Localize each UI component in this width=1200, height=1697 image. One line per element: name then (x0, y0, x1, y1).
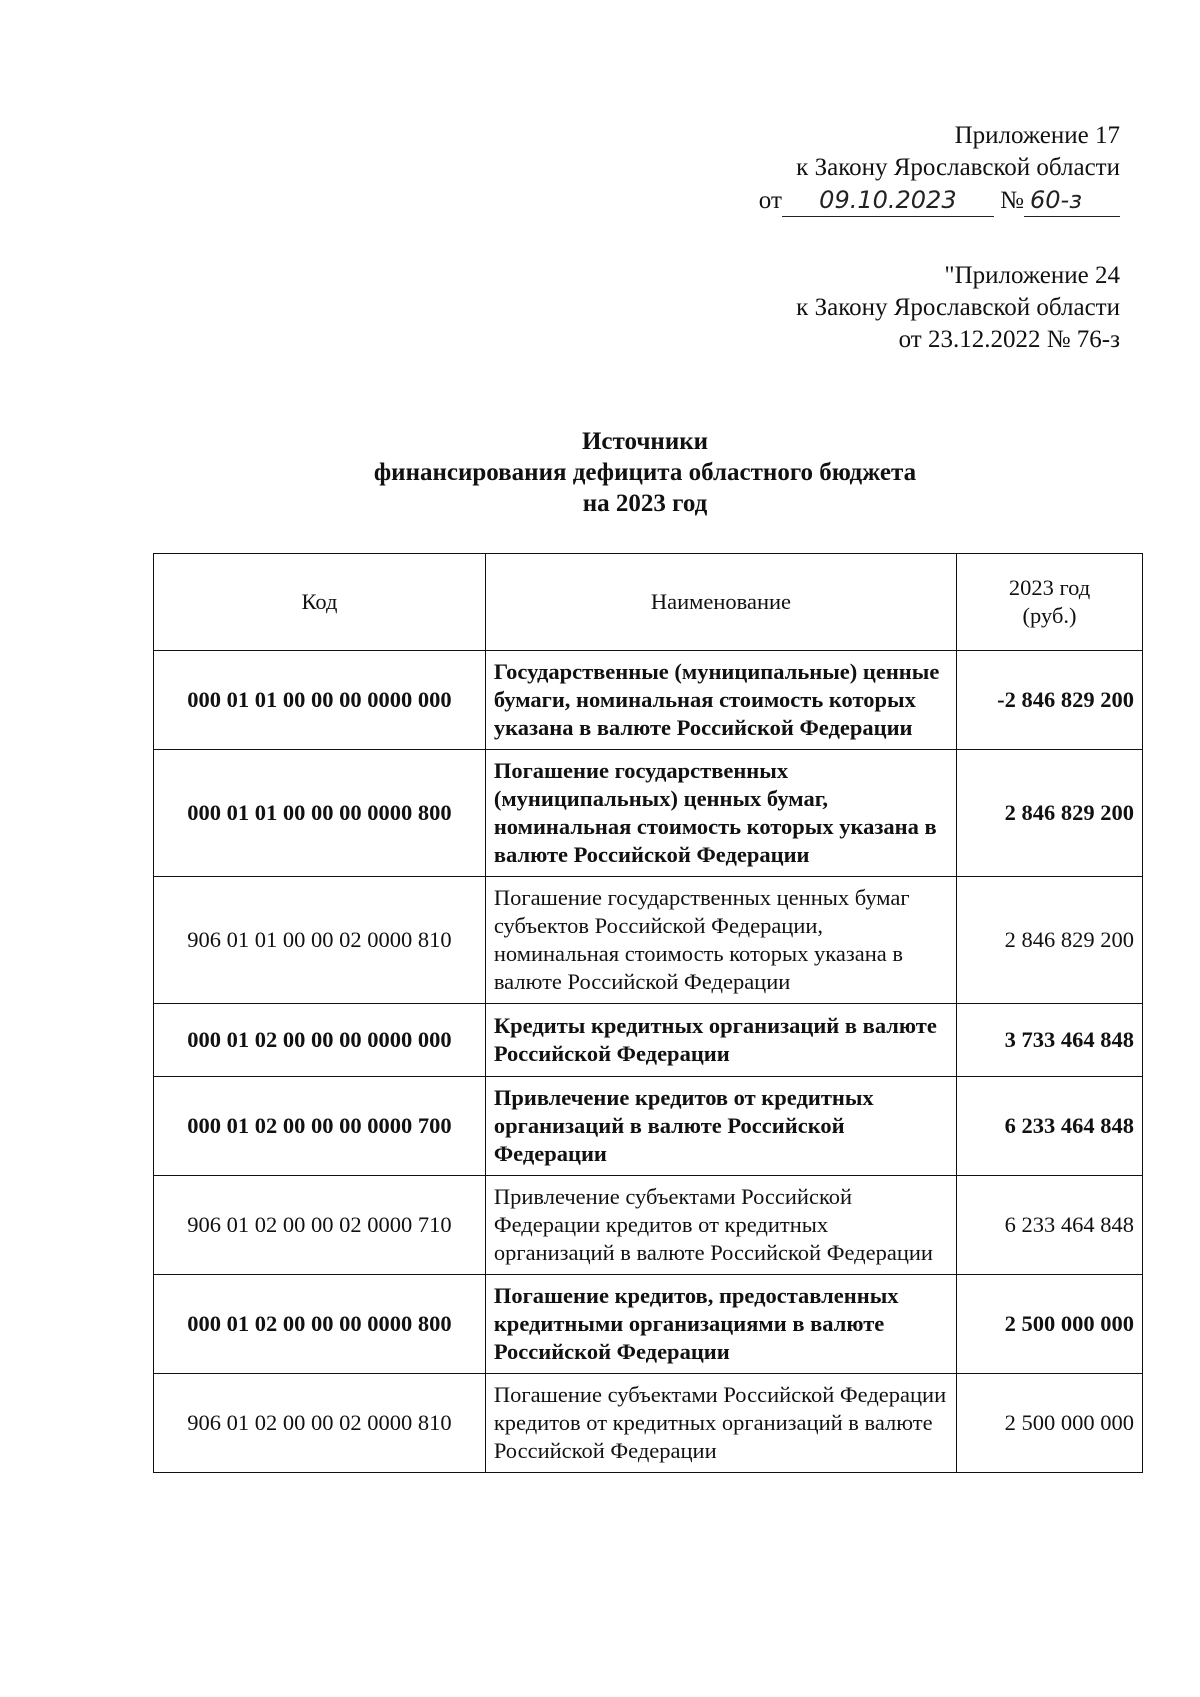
row-code: 000 01 01 00 00 00 0000 000 (154, 651, 486, 750)
deficit-sources-table (153, 553, 1143, 1473)
row-code: 000 01 02 00 00 00 0000 000 (154, 1004, 486, 1077)
header-amount-unit: (руб.) (1022, 603, 1077, 628)
table-header-row (154, 554, 1143, 651)
table-row (154, 1004, 1143, 1077)
handwritten-date: 09.10.2023 (782, 184, 994, 217)
row-amount: -2 846 829 200 (957, 651, 1143, 750)
previous-law-reference: к Закону Ярославской области (796, 294, 1120, 321)
appendix-number: Приложение 17 (954, 122, 1120, 149)
row-name: Государственные (муниципальные) ценные бумаги, номинальная стоимость которых указана в валюте Российской Федерации (485, 651, 956, 750)
title-line-2: финансирования дефицита областного бюджета (373, 459, 917, 486)
appendix-header (759, 120, 1120, 217)
row-code: 906 01 01 00 00 02 0000 810 (154, 877, 486, 1004)
header-code: Код (154, 554, 486, 651)
row-amount: 2 846 829 200 (957, 750, 1143, 877)
table-row (154, 1275, 1143, 1374)
row-name: Погашение кредитов, предоставленных кредитными организациями в валюте Российской Федерации (485, 1275, 956, 1374)
table-row (154, 750, 1143, 877)
row-code: 906 01 02 00 00 02 0000 710 (154, 1176, 486, 1275)
row-amount: 3 733 464 848 (957, 1004, 1143, 1077)
row-name: Погашение субъектами Российской Федерации кредитов от кредитных организаций в валюте Российской Федерации (485, 1374, 956, 1473)
row-name: Привлечение субъектами Российской Федерации кредитов от кредитных организаций в валюте Российской Федерации (485, 1176, 956, 1275)
row-code: 906 01 02 00 00 02 0000 810 (154, 1374, 486, 1473)
row-amount: 6 233 464 848 (957, 1077, 1143, 1176)
row-amount: 6 233 464 848 (957, 1176, 1143, 1275)
table-row (154, 1176, 1143, 1275)
date-prefix: от (758, 187, 782, 214)
header-amount-year: 2023 год (1008, 575, 1091, 600)
law-date-number-line (759, 184, 1120, 217)
handwritten-number: 60-з (1024, 184, 1120, 217)
header-amount (957, 554, 1143, 651)
row-name: Привлечение кредитов от кредитных организаций в валюте Российской Федерации (485, 1077, 956, 1176)
table-row (154, 877, 1143, 1004)
row-amount: 2 500 000 000 (957, 1275, 1143, 1374)
header-name: Наименование (485, 554, 956, 651)
previous-law-date: от 23.12.2022 № 76-з (898, 326, 1120, 353)
table-row (154, 651, 1143, 750)
row-code: 000 01 02 00 00 00 0000 700 (154, 1077, 486, 1176)
row-code: 000 01 02 00 00 00 0000 800 (154, 1275, 486, 1374)
table-row (154, 1077, 1143, 1176)
document-title (0, 426, 1200, 519)
row-name: Кредиты кредитных организаций в валюте Российской Федерации (485, 1004, 956, 1077)
table-row (154, 1374, 1143, 1473)
title-line-1: Источники (581, 428, 709, 455)
title-line-3: на 2023 год (582, 490, 708, 517)
row-code: 000 01 01 00 00 00 0000 800 (154, 750, 486, 877)
number-prefix: № (1000, 187, 1024, 214)
row-name: Погашение государственных (муниципальных) ценных бумаг, номинальная стоимость которых указана в валюте Российской Федерации (485, 750, 956, 877)
previous-appendix-number: "Приложение 24 (944, 262, 1120, 289)
row-name: Погашение государственных ценных бумаг субъектов Российской Федерации, номинальная стоимость которых указана в валюте Российской Федерации (485, 877, 956, 1004)
previous-appendix-header (796, 260, 1120, 356)
row-amount: 2 846 829 200 (957, 877, 1143, 1004)
row-amount: 2 500 000 000 (957, 1374, 1143, 1473)
law-reference: к Закону Ярославской области (796, 154, 1120, 181)
